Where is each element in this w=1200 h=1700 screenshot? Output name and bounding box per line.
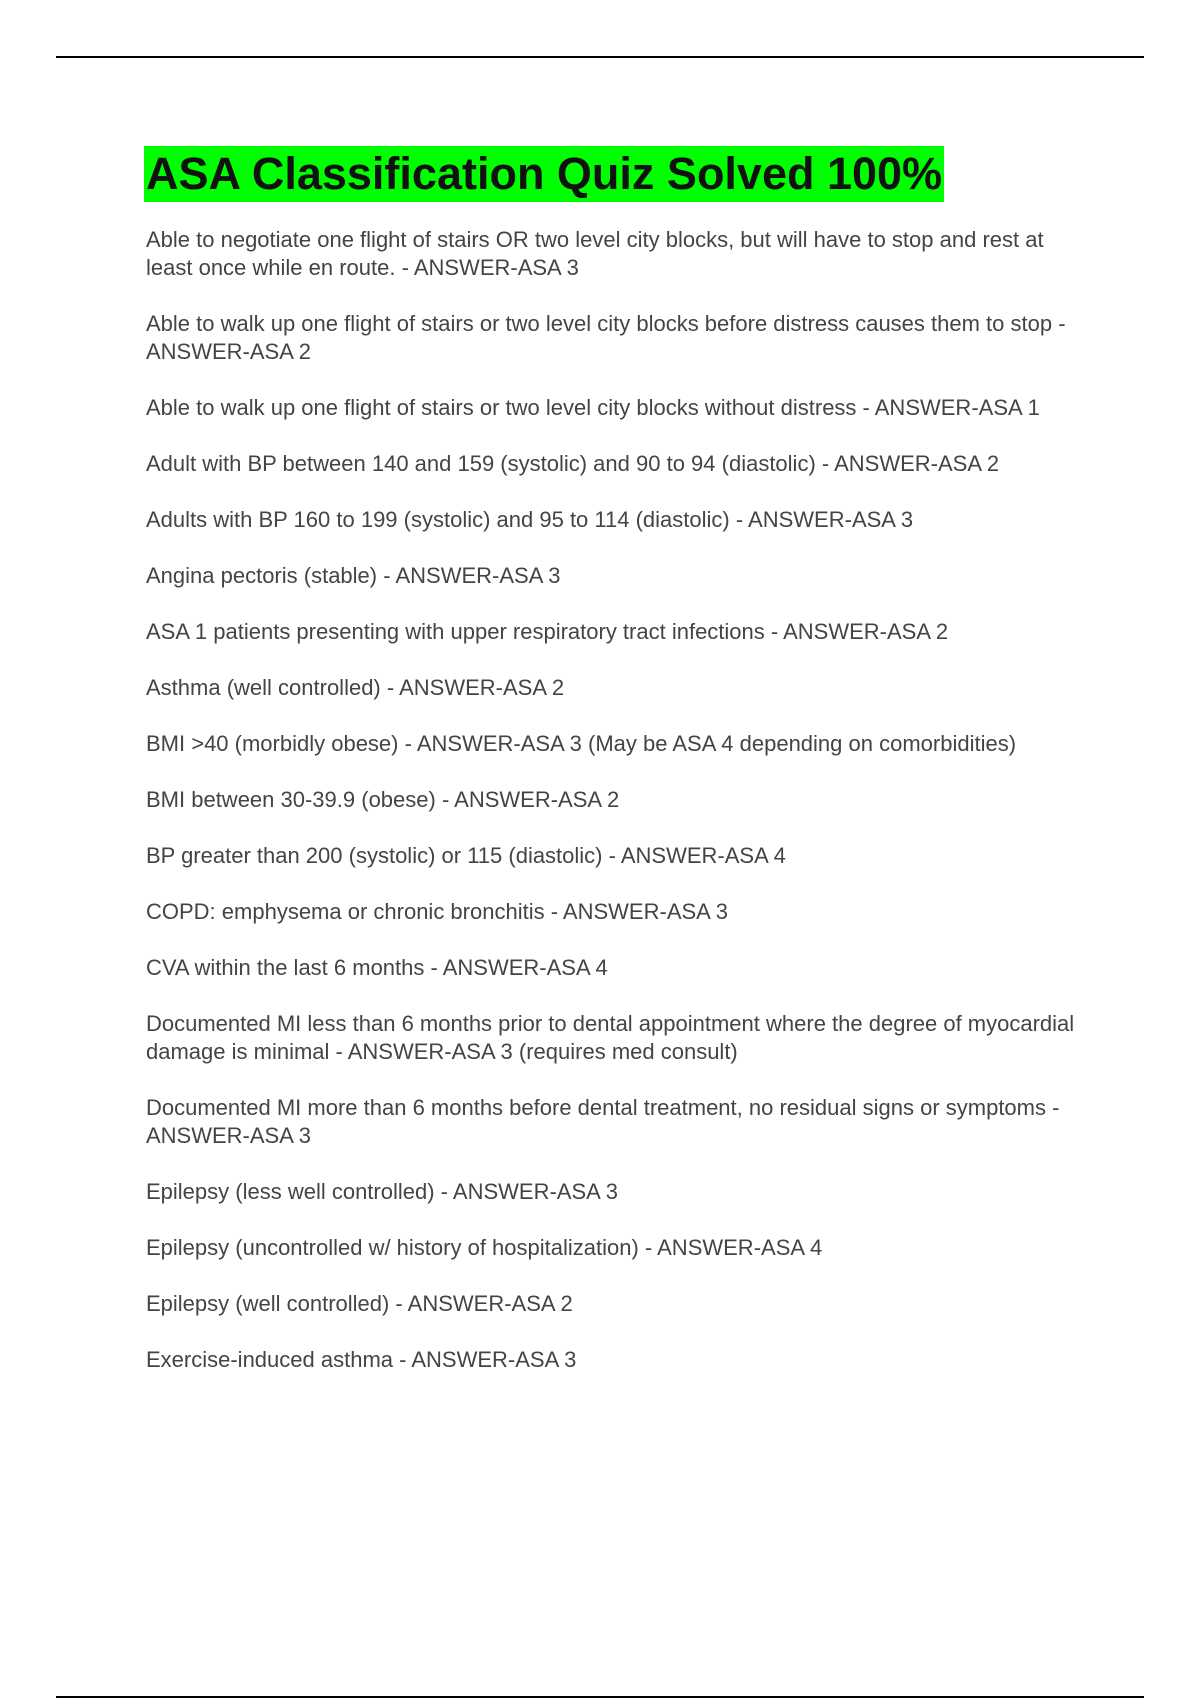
qa-item: ASA 1 patients presenting with upper respiratory tract infections - ANSWER-ASA 2 [146, 619, 949, 644]
qa-item: Angina pectoris (stable) - ANSWER-ASA 3 [146, 563, 561, 588]
qa-item: Able to negotiate one flight of stairs OR two level city blocks, but will have to stop and rest at least once while en route. - ANSWER-ASA 3 [146, 227, 1044, 280]
document-body [146, 146, 1096, 1402]
qa-item: BMI >40 (morbidly obese) - ANSWER-ASA 3 (May be ASA 4 depending on comorbidities) [146, 731, 1017, 756]
qa-item: Epilepsy (less well controlled) - ANSWER-ASA 3 [146, 1179, 618, 1204]
qa-item: Exercise-induced asthma - ANSWER-ASA 3 [146, 1347, 577, 1372]
qa-item: Adults with BP 160 to 199 (systolic) and 95 to 114 (diastolic) - ANSWER-ASA 3 [146, 507, 914, 532]
qa-item: Documented MI less than 6 months prior to dental appointment where the degree of myocardial damage is minimal - ANSWER-ASA 3 (requires med consult) [146, 1011, 1075, 1064]
qa-item: CVA within the last 6 months - ANSWER-ASA 4 [146, 955, 608, 980]
qa-item: Adult with BP between 140 and 159 (systolic) and 90 to 94 (diastolic) - ANSWER-ASA 2 [146, 451, 1000, 476]
qa-item: BMI between 30-39.9 (obese) - ANSWER-ASA 2 [146, 787, 620, 812]
qa-item: BP greater than 200 (systolic) or 115 (diastolic) - ANSWER-ASA 4 [146, 843, 786, 868]
qa-item: Epilepsy (uncontrolled w/ history of hospitalization) - ANSWER-ASA 4 [146, 1235, 823, 1260]
qa-item: Asthma (well controlled) - ANSWER-ASA 2 [146, 675, 565, 700]
qa-item: Able to walk up one flight of stairs or two level city blocks before distress causes them to stop - ANSWER-ASA 2 [146, 311, 1066, 364]
bottom-rule [56, 1696, 1144, 1698]
qa-list [146, 226, 1096, 1374]
document-title: ASA Classification Quiz Solved 100% [144, 146, 944, 202]
qa-item: COPD: emphysema or chronic bronchitis - ANSWER-ASA 3 [146, 899, 728, 924]
top-rule [56, 56, 1144, 58]
qa-item: Documented MI more than 6 months before dental treatment, no residual signs or symptoms - ANSWER-ASA 3 [146, 1095, 1060, 1148]
qa-item: Epilepsy (well controlled) - ANSWER-ASA 2 [146, 1291, 573, 1316]
qa-item: Able to walk up one flight of stairs or two level city blocks without distress - ANSWER-ASA 1 [146, 395, 1040, 420]
